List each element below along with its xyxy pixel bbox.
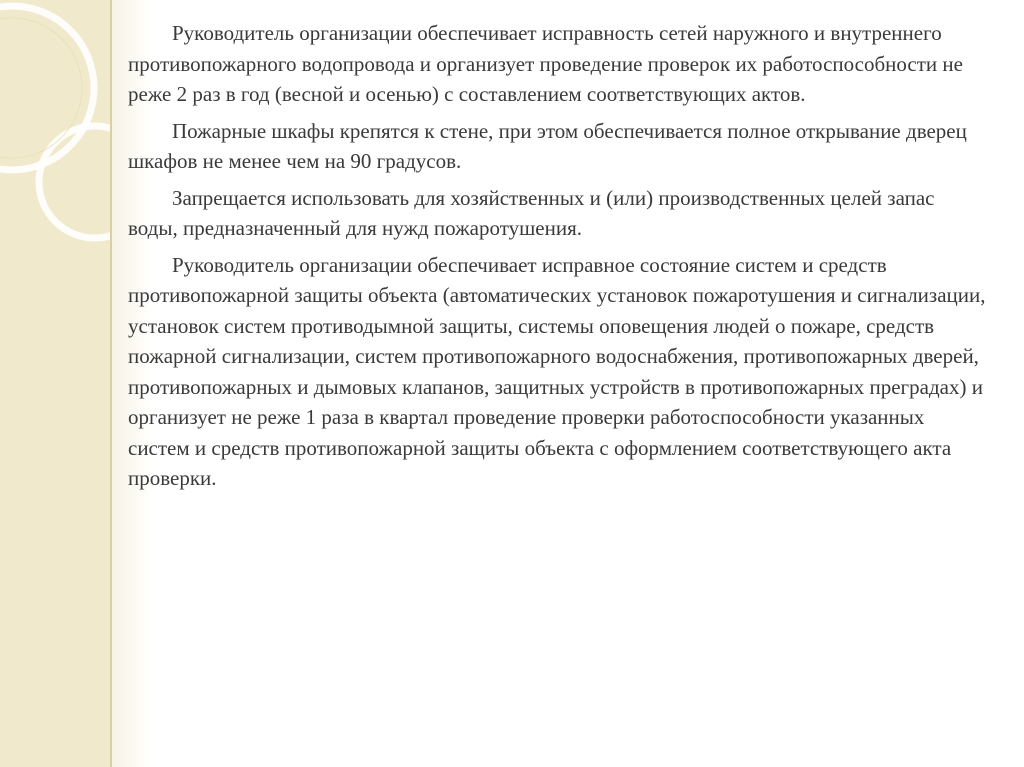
decorative-ring-large — [0, 6, 94, 170]
decorative-side-band — [0, 0, 112, 767]
decorative-rings-graphic — [0, 0, 112, 767]
paragraph-fire-cabinets: Пожарные шкафы крепятся к стене, при этом обеспечивается полное открывание дверец шкафов не менее чем на 90 градусов. — [128, 118, 967, 173]
paragraph-water-supply: Руководитель организации обеспечивает исправность сетей наружного и внутреннего противопожарного водопровода и организует проведение проверок их работоспособности не реже 2 раз в год (весной и осенью) с составлением соответствующих актов. — [128, 21, 963, 106]
slide-text-body — [128, 18, 988, 500]
paragraph-water-reserve: Запрещается использовать для хозяйственных и (или) производственных целей запас воды, предназначенный для нужд пожаротушения. — [128, 185, 935, 240]
decorative-ring-inner-line — [0, 18, 82, 158]
paragraph-fire-protection-systems: Руководитель организации обеспечивает исправное состояние систем и средств противопожарной защиты объекта (автоматических установок пожаротушения и сигнализации, установок систем противодымной защиты, системы оповещения людей о пожаре, средств пожарной сигнализации, систем противопожарного водоснабжения, противопожарных дверей, противопожарных и дымовых клапанов, защитных устройств в противопожарных преградах) и организует не реже 1 раза в квартал проведение проверки работоспособности указанных систем и средств противопожарной защиты объекта с оформлением соответствующего акта проверки. — [128, 252, 986, 490]
